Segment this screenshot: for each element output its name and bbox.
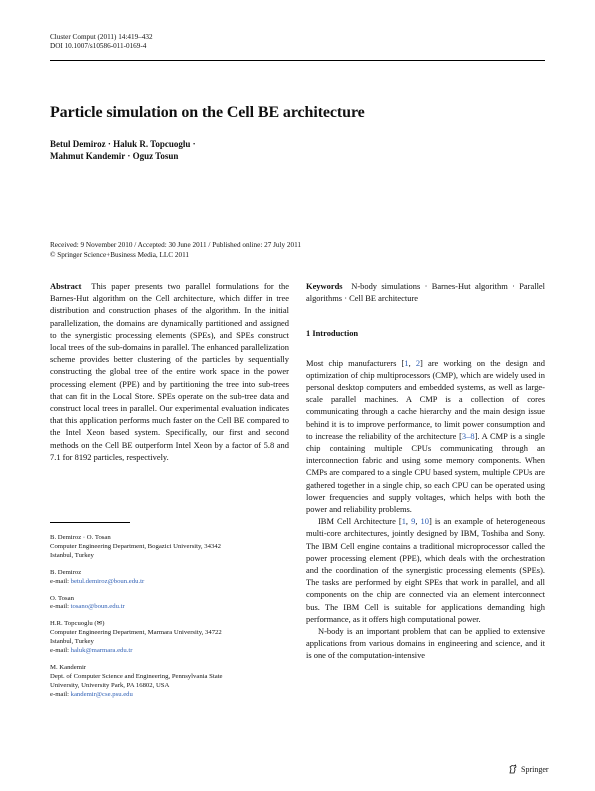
affiliation-address: Istanbul, Turkey — [50, 638, 94, 646]
affiliation-address: University, University Park, PA 16802, USA — [50, 681, 170, 689]
citation-link[interactable]: 3–8 — [461, 430, 475, 441]
author-list — [50, 138, 196, 162]
email-link[interactable]: betul.demiroz@boun.edu.tr — [70, 577, 145, 585]
affiliation-names: B. Demiroz — [50, 568, 82, 576]
affiliation-block — [50, 534, 310, 561]
citation-link[interactable]: 9 — [411, 516, 416, 527]
publisher-name: Springer — [521, 764, 549, 774]
paragraph: IBM Cell Architecture [1, 9, 10] is an example of heterogeneous multi-core architectures, jointly designed by IBM, Toshiba and Sony. The IBM Cell engine contains a traditional microprocessor called the power processing element (PPE), which deals with the orchestration and the coordination of the synergistic processing elements (SPEs). The tasks are performed by eight SPEs that work in parallel, and all components on the chip are connected via an element interconnect bus. The IBM Cell is suitable for applications demanding high performance, as it offers high computational power. — [306, 516, 546, 624]
citation-link[interactable]: 2 — [415, 357, 421, 368]
affiliation-block — [50, 569, 310, 587]
email-label: e-mail: — [50, 603, 71, 611]
affiliation-names: B. Demiroz · O. Tosan — [50, 534, 111, 541]
right-column — [306, 280, 545, 662]
paper-title: Particle simulation on the Cell BE architecture — [50, 104, 365, 121]
paragraph: N-body is an important problem that can be applied to extensive applications from various domains in engineering and science, and it is one of the computation-intensive — [306, 626, 545, 661]
affiliation-address: Computer Engineering Department, Bogazici University, 34342 — [50, 542, 221, 550]
email-link[interactable]: haluk@marmara.edu.tr — [70, 647, 133, 655]
affiliations — [50, 534, 310, 708]
keywords — [306, 280, 545, 304]
affiliation-block — [50, 595, 310, 613]
affiliation-address: Istanbul, Turkey — [50, 551, 94, 559]
affiliation-email-row — [50, 578, 310, 587]
email-link[interactable]: tosano@boun.edu.tr — [70, 603, 125, 611]
affiliation-email-row — [50, 647, 310, 656]
author-line-1: Betul Demiroz · Haluk R. Topcuoglu · — [50, 139, 196, 149]
affiliation-names: H.R. Topcuoglu (✉) — [50, 620, 105, 628]
citation-link[interactable]: 1 — [404, 357, 409, 368]
email-label: e-mail: — [50, 647, 71, 655]
paragraph: Most chip manufacturers [1, 2] are working on the design and optimization of chip multiprocessors (CMP), which are widely used in personal desktop computers and embedded systems, as well as large-scale parallel machines. A CMP is a collection of cores communicating through a cache hierarchy and the main design issue behind it is to improve performance, to limit power consumption and to increase the reliability of the architecture [3–8]. A CMP is a single chip containing multiple CPUs communicating through an interconnection fabric and using some memory components. When CMPs are compared to a single CPU based system, multiple CPUs are gathered together in a single chip, so each CPU can be operated using lower frequencies and supply voltages, which helps with both the power and reliability problems. — [306, 357, 545, 515]
publication-dates — [50, 241, 301, 260]
abstract — [50, 280, 289, 463]
abstract-text: This paper presents two parallel formulations for the Barnes-Hut algorithm on the Cell architecture, which differ in tree distribution and construction phases of the algorithm. In the initial parallelization, the domains are dynamically partitioned and assigned to the synergistic processing elements (SPEs), and SPEs construct local trees of the sub-domains in parallel. The enhanced parallelization scheme provides better clustering of the particles by sequentially constructing the global tree of the entire work space in the power processing element (PPE) and by partitioning the tree into sub-trees that can fit in the Local Store. SPEs operate on the sub-tree data and construct local trees in parallel. Our experimental evaluation indicates that this application performs much faster on the Cell BE compared to the Intel Xeon based system. Specifically, our first and second methods on the Cell BE outperform Intel Xeon by a factor of 5.8 and 7.1 for 8192 particles, respectively. — [50, 281, 289, 462]
keywords-label: Keywords — [306, 281, 343, 291]
email-label: e-mail: — [50, 690, 71, 698]
affiliation-email-row — [50, 691, 310, 700]
email-link[interactable]: kandemir@cse.psu.edu — [70, 690, 133, 698]
citation-link[interactable]: 1 — [401, 516, 406, 527]
introduction-body — [306, 357, 545, 662]
author-line-2: Mahmut Kandemir · Oguz Tosun — [50, 151, 179, 161]
footnote-separator — [50, 522, 130, 523]
doi: DOI 10.1007/s10586-011-0169-4 — [50, 42, 147, 50]
affiliation-address: Dept. of Computer Science and Engineering, Pennsylvania State — [50, 672, 223, 680]
affiliation-names: M. Kandemir — [50, 663, 87, 671]
publisher-mark — [508, 764, 549, 774]
copyright: © Springer Science+Business Media, LLC 2011 — [50, 250, 190, 259]
affiliation-names: O. Tosan — [50, 594, 74, 602]
affiliation-address: Computer Engineering Department, Marmara University, 34722 — [50, 629, 222, 637]
affiliation-email-row — [50, 603, 310, 612]
section-heading-introduction: 1 Introduction — [306, 328, 359, 339]
header-rule — [50, 60, 545, 61]
email-label: e-mail: — [50, 577, 71, 585]
affiliation-block — [50, 664, 310, 700]
affiliation-block — [50, 620, 310, 656]
journal-citation: Cluster Comput (2011) 14:419–432 — [50, 33, 153, 41]
abstract-label: Abstract — [50, 281, 82, 291]
left-column — [50, 280, 289, 463]
citation-link[interactable]: 10 — [420, 516, 429, 527]
keywords-text: N-body simulations · Barnes-Hut algorithm · Parallel algorithms · Cell BE architecture — [306, 281, 546, 304]
history-dates: Received: 9 November 2010 / Accepted: 30 June 2011 / Published online: 27 July 2011 — [50, 241, 301, 249]
springer-horse-icon — [508, 764, 518, 774]
